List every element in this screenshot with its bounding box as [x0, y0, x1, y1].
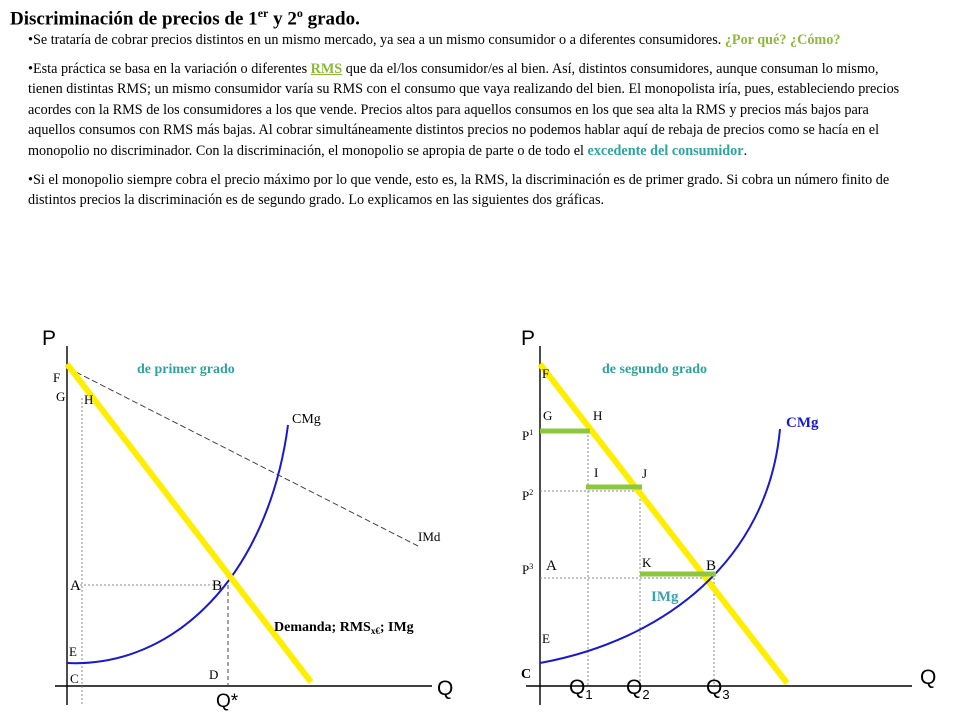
- g1-imd-line: [68, 368, 418, 546]
- g1-label-e: E: [69, 644, 77, 659]
- g2-demand-line: [540, 364, 787, 683]
- g2-label-c: C: [521, 667, 532, 682]
- g2-label-q2: $Q_2$: [626, 676, 650, 702]
- g2-label-cmg: CMg: [786, 415, 819, 431]
- g1-label-g: G: [56, 389, 66, 404]
- g1-label-f: F: [53, 370, 61, 385]
- rms-link[interactable]: RMS: [310, 60, 343, 77]
- g1-q-axis-label: Q: [437, 677, 454, 700]
- g2-label-g: G: [543, 408, 553, 423]
- g2-label-b: B: [706, 558, 717, 574]
- g2-label-q3: $Q_3$: [706, 676, 730, 702]
- bullet-3: •Si el monopolio siempre cobra el precio máximo por lo que vende, esto es, la RMS, la discriminación es de primer grado. Si cobra un número finito de distintos precios la discriminación es de segundo grado. Lo explicamos en las siguientes dos gráficas.: [28, 171, 890, 209]
- g1-label-imd: IMd: [418, 529, 441, 544]
- g1-cmg-curve: [67, 425, 288, 663]
- g2-title: de segundo grado: [602, 362, 708, 377]
- g1-label-h: H: [84, 392, 94, 407]
- excedente-highlight: excedente del consumidor: [587, 142, 744, 159]
- g1-demand-label: Demanda; $RMS_{x€}$; IMg: [274, 620, 414, 636]
- g2-label-h: H: [593, 408, 603, 423]
- g1-label-a: A: [70, 578, 81, 594]
- g1-q-star-label: Q*: [216, 691, 239, 712]
- graph-second-degree: [521, 327, 936, 705]
- bullet-1: •Se trataría de cobrar precios distintos en un mismo mercado, ya sea a un mismo consumidor o a diferentes consumidores. ¿Por qué? ¿Cómo?: [28, 32, 841, 48]
- g2-label-img: IMg: [651, 589, 679, 605]
- g1-label-d: D: [209, 667, 219, 682]
- g2-label-i: I: [594, 465, 599, 480]
- slide-title: Discriminación de precios de 1er y 2$^o$ grado.: [10, 6, 360, 30]
- g2-q-axis-label: Q: [920, 666, 937, 689]
- g1-label-b: B: [212, 578, 223, 594]
- g2-label-p3: $P^3$: [522, 562, 534, 577]
- g1-p-axis-label: P: [42, 327, 57, 350]
- g2-label-p1: $P^1$: [522, 428, 534, 443]
- bullet-2: •Esta práctica se basa en la variación o diferentes RMS que da el/los consumidor/es al bien. Así, distintos consumidores, aunque consuman lo mismo, tienen distintas RMS; un mismo consumidor varía su RMS con el consumo que vaya realizando del bien. El monopolista iría, pues, estableciendo precios acordes con la RMS de los consumidores a los que vende. Precios altos para aquellos consumos en los que sea alta la RMS y precios más bajos para aquellos consumos con RMS más bajas. Al cobrar simultáneamente distintos precios no podemos hablar aquí de rebaja de precios como se hacía en el monopolio no discriminador. Con la discriminación, el monopolio se apropia de parte o de todo el excedente del consumidor.: [28, 60, 900, 159]
- g2-label-e: E: [542, 631, 550, 646]
- g1-label-c: C: [70, 671, 79, 686]
- g2-p-axis-label: P: [521, 327, 536, 350]
- question-highlight: ¿Por qué? ¿Cómo?: [724, 32, 841, 48]
- g2-label-q1: $Q_1$: [569, 676, 593, 702]
- g2-label-a: A: [546, 558, 557, 574]
- g2-label-f: F: [542, 366, 550, 381]
- g2-label-j: J: [642, 466, 648, 481]
- g1-title: de primer grado: [137, 362, 235, 377]
- graph-first-degree: [42, 327, 453, 712]
- g1-label-cmg: CMg: [292, 412, 321, 427]
- g2-label-k: K: [642, 555, 652, 570]
- g2-label-p2: $P^2$: [522, 488, 534, 503]
